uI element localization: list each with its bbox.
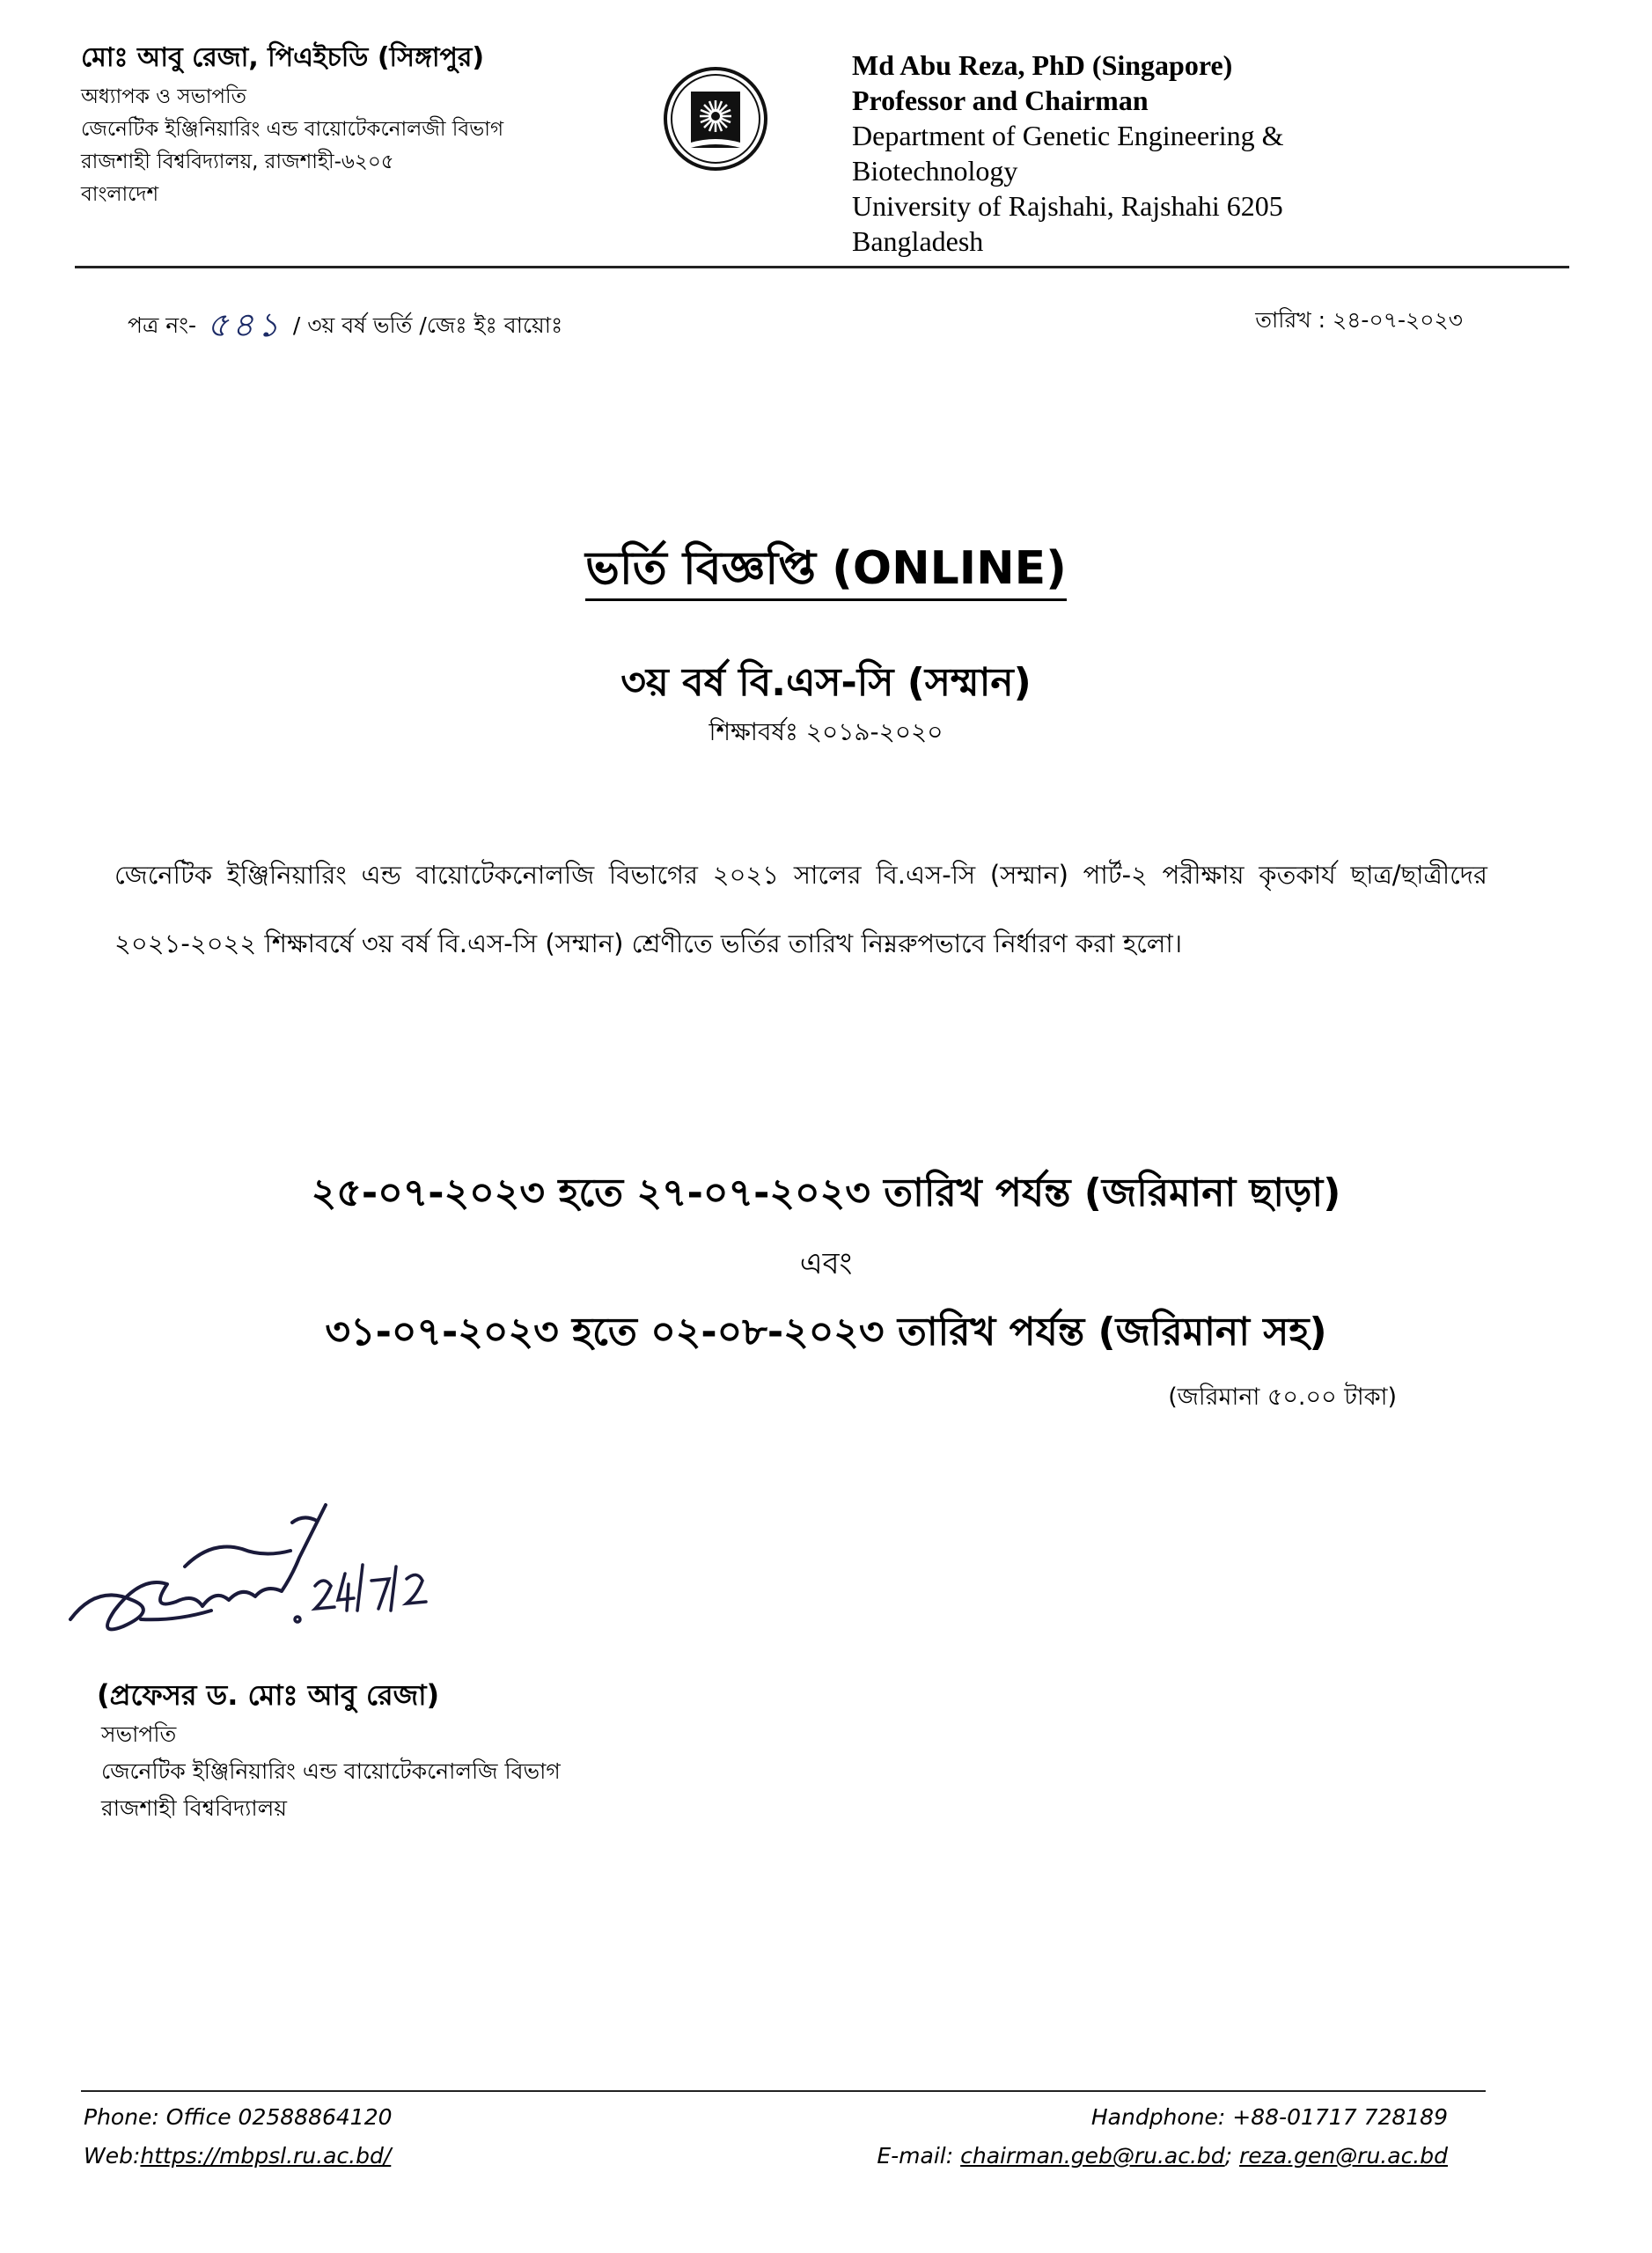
signatory-name: (প্রফেসর ড. মোঃ আবু রেজা) bbox=[97, 1678, 440, 1712]
fine-amount-note: (জরিমানা ৫০.০০ টাকা) bbox=[1168, 1383, 1397, 1411]
footer-handphone: Handphone: +88-01717 728189 bbox=[1090, 2104, 1448, 2130]
footer-web bbox=[84, 2137, 393, 2176]
footer-divider bbox=[81, 2090, 1486, 2092]
footer-web-label: Web: bbox=[84, 2143, 141, 2169]
letterhead-bn-department: জেনেটিক ইঞ্জিনিয়ারিং এন্ড বায়োটেকনোলজী বিভাগ bbox=[81, 118, 504, 141]
footer-right bbox=[877, 2098, 1448, 2176]
letterhead-en-department-2: Biotechnology bbox=[852, 155, 1018, 187]
letterhead-en-title: Professor and Chairman bbox=[852, 84, 1149, 116]
letterhead-en-name: Md Abu Reza, PhD (Singapore) bbox=[852, 49, 1233, 81]
letterhead-en-university: University of Rajshahi, Rajshahi 6205 bbox=[852, 190, 1283, 222]
signatory-designation: সভাপতি bbox=[101, 1721, 177, 1747]
admission-date-range-with-fine: ৩১-০৭-২০২৩ হতে ০২-০৮-২০২৩ তারিখ পর্যন্ত (জরিমানা সহ) bbox=[325, 1310, 1327, 1354]
reference-prefix: পত্র নং- bbox=[128, 312, 196, 338]
letter-date: তারিখ : ২৪-০৭-২০২৩ bbox=[1255, 307, 1463, 333]
notice-title bbox=[0, 532, 1652, 609]
footer-email-label: E-mail: bbox=[877, 2143, 961, 2169]
footer-phone: Phone: Office 02588864120 bbox=[84, 2104, 393, 2130]
footer-email-link-1[interactable]: chairman.geb@ru.ac.bd bbox=[960, 2143, 1225, 2169]
footer-email-link-2[interactable]: reza.gen@ru.ac.bd bbox=[1239, 2143, 1448, 2169]
signatory-university: রাজশাহী বিশ্ববিদ্যালয় bbox=[101, 1795, 288, 1821]
footer-web-link[interactable]: https://mbpsl.ru.ac.bd/ bbox=[140, 2143, 392, 2169]
conjunction-text: এবং bbox=[799, 1246, 853, 1281]
letterhead-divider bbox=[75, 266, 1569, 268]
letterhead-english bbox=[852, 48, 1468, 259]
signatory-block bbox=[97, 1674, 561, 1827]
letterhead-bn-name: মোঃ আবু রেজা, পিএইচডি (সিঙ্গাপুর) bbox=[81, 42, 485, 73]
letterhead-bn-title: অধ্যাপক ও সভাপতি bbox=[81, 85, 246, 108]
university-emblem-icon bbox=[662, 65, 769, 172]
letterhead-bn-country: বাংলাদেশ bbox=[81, 183, 159, 206]
reference-suffix: / ৩য় বর্ষ ভর্তি /জেঃ ইঃ বায়োঃ bbox=[292, 312, 563, 338]
notice-title-text: ভর্তি বিজ্ঞপ্তি (ONLINE) bbox=[585, 542, 1067, 601]
footer-email bbox=[877, 2137, 1448, 2176]
handwritten-signature bbox=[62, 1487, 440, 1663]
admission-date-range-regular: ২৫-০৭-২০২৩ হতে ২৭-০৭-২০২৩ তারিখ পর্যন্ত (জরিমানা ছাড়া) bbox=[311, 1171, 1341, 1215]
letterhead-en-department-1: Department of Genetic Engineering & bbox=[852, 120, 1284, 151]
footer-left bbox=[84, 2098, 393, 2176]
signatory-department: জেনেটিক ইঞ্জিনিয়ারিং এন্ড বায়োটেকনোলজি বিভাগ bbox=[101, 1758, 561, 1784]
letterhead-bengali bbox=[81, 35, 644, 211]
reference-line bbox=[128, 299, 562, 356]
notice-body: জেনেটিক ইঞ্জিনিয়ারিং এন্ড বায়োটেকনোলজি বিভাগের ২০২১ সালের বি.এস-সি (সম্মান) পার্ট-২ পরীক্ষায় কৃতকার্য ছাত্র/ছাত্রীদের ২০২১-২০২২ শিক্ষাবর্ষে ৩য় বর্ষ বি.এস-সি (সম্মান) শ্রেণীতে ভর্তির তারিখ নিম্নরুপভাবে নির্ধারণ করা হলো। bbox=[114, 860, 1487, 958]
letterhead-en-country: Bangladesh bbox=[852, 225, 984, 257]
reference-number: ৫৪১ bbox=[206, 305, 283, 344]
class-title: ৩য় বর্ষ বি.এস-সি (সম্মান) bbox=[620, 660, 1032, 705]
letterhead-bn-university: রাজশাহী বিশ্ববিদ্যালয়, রাজশাহী-৬২০৫ bbox=[81, 150, 394, 173]
academic-session: শিক্ষাবর্ষঃ ২০১৯-২০২০ bbox=[709, 717, 943, 746]
footer-email-separator: ; bbox=[1224, 2143, 1240, 2169]
